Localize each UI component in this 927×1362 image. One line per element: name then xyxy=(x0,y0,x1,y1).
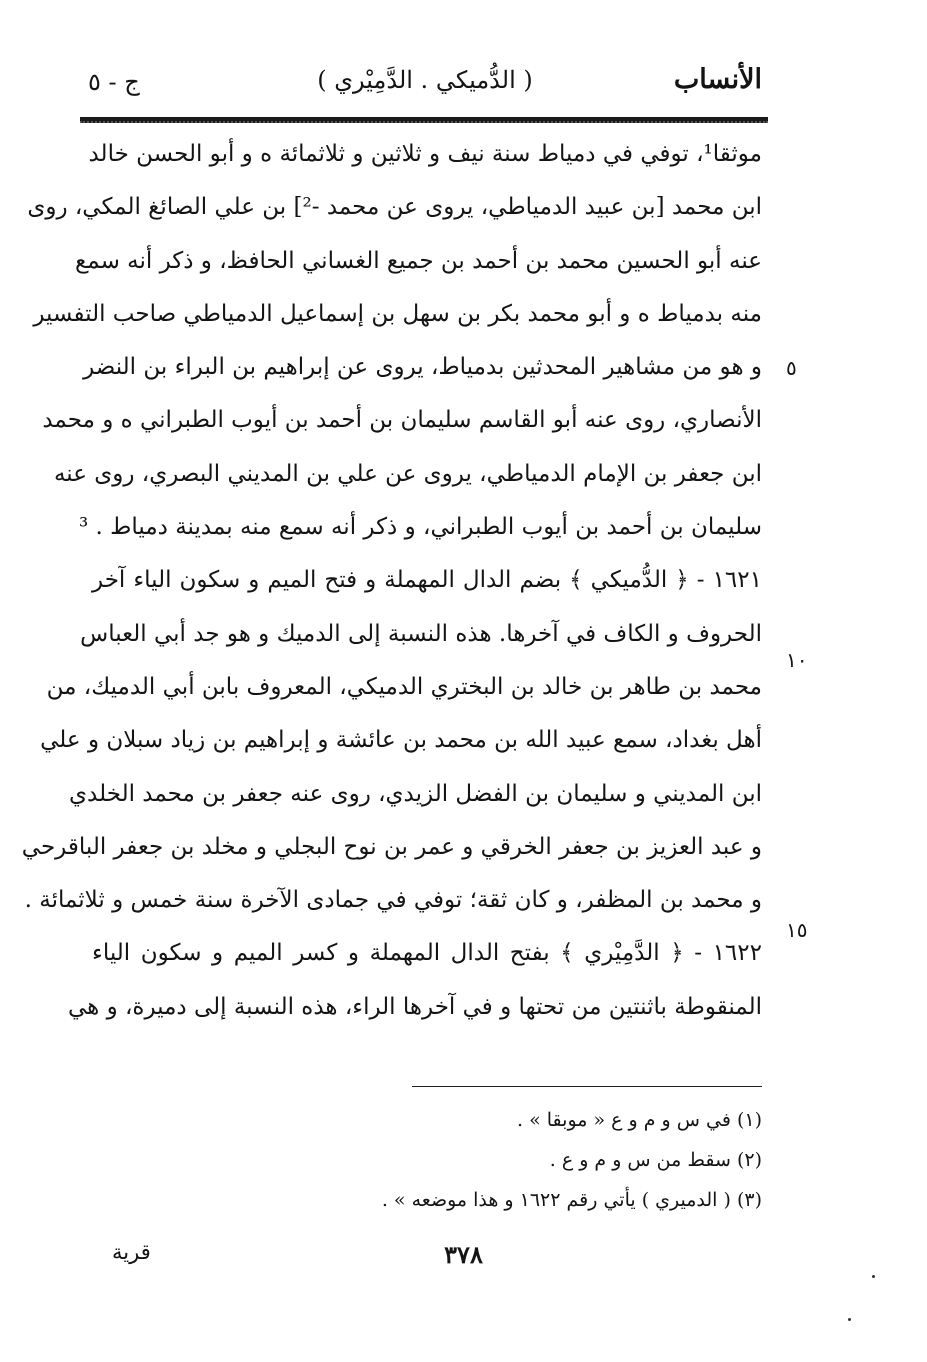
header-entries-range: ( الدُّميكي . الدَّمِيْري ) xyxy=(317,66,533,94)
text-line: أهل بغداد، سمع عبيد الله بن محمد بن عائشة و إبراهيم بن زياد سبلان و علي xyxy=(40,727,762,754)
text-line: الحروف و الكاف في آخرها. هذه النسبة إلى الدميك و هو جد أبي العباس xyxy=(80,620,762,647)
text-line: سليمان بن أحمد بن أيوب الطبراني، و ذكر أنه سمع منه بمدينة دمياط . ³ xyxy=(78,514,762,541)
text-line: ابن محمد [بن عبيد الدمياطي، يروى عن محمد -²] بن علي الصائغ المكي، روى xyxy=(27,194,762,221)
line-number-5: ٥ xyxy=(786,356,797,380)
main-text xyxy=(21,128,762,1034)
text-line: و عبد العزيز بن جعفر الخرقي و عمر بن نوح البجلي و مخلد بن جعفر الباقرحي xyxy=(21,833,762,860)
page-number: ٣٧٨ xyxy=(444,1240,483,1269)
scan-speck xyxy=(848,1318,851,1321)
text-line: منه بدمياط ه و أبو محمد بكر بن سهل بن إسماعيل الدمياطي صاحب التفسير xyxy=(33,300,762,327)
footnote-3: (٣) ( الدميري ) يأتي رقم ١٦٢٢ و هذا موضعه » . xyxy=(381,1189,762,1211)
text-line: ابن جعفر بن الإمام الدمياطي، يروى عن علي بن المديني البصري، روى عنه xyxy=(53,460,762,487)
scan-speck xyxy=(872,1275,875,1278)
header-volume: ج - ٥ xyxy=(88,68,140,96)
footnote-2: (٢) سقط من س و م و ع . xyxy=(549,1149,762,1171)
text-line: الأنصاري، روى عنه أبو القاسم سليمان بن أحمد بن أيوب الطبراني ه و محمد xyxy=(42,407,762,434)
footnote-1: (١) في س و م و ع « موبقا » . xyxy=(517,1109,762,1131)
footnote-rule xyxy=(412,1086,762,1087)
text-line: محمد بن طاهر بن خالد بن البختري الدميكي، المعروف بابن أبي الدميك، من xyxy=(46,673,762,700)
header-book-title: الأنساب xyxy=(673,64,762,95)
text-line: المنقوطة باثنتين من تحتها و في آخرها الراء، هذه النسبة إلى دميرة، و هي xyxy=(67,993,762,1020)
text-line: ابن المديني و سليمان بن الفضل الزيدي، روى عنه جعفر بن محمد الخلدي xyxy=(69,780,762,807)
line-number-15: ١٥ xyxy=(786,918,808,942)
text-line: موثقا¹، توفي في دمياط سنة نيف و ثلاثين و ثلاثمائة ه و أبو الحسن خالد xyxy=(88,141,762,167)
text-line: و محمد بن المظفر، و كان ثقة؛ توفي في جمادى الآخرة سنة خمس و ثلاثمائة . xyxy=(24,887,762,914)
footnotes xyxy=(300,1100,762,1220)
text-line: عنه أبو الحسين محمد بن أحمد بن جميع الغساني الحافظ، و ذكر أنه سمع xyxy=(75,247,762,274)
entry-1622-heading: ١٦٢٢ - ﴿ الدَّمِيْري ﴾ بفتح الدال المهملة و كسر الميم و سكون الياء xyxy=(92,940,762,967)
running-header xyxy=(88,62,762,102)
entry-1621-heading: ١٦٢١ - ﴿ الدُّميكي ﴾ بضم الدال المهملة و فتح الميم و سكون الياء آخر xyxy=(92,567,762,594)
signature-mark: قرية xyxy=(112,1240,151,1264)
line-number-10: ١٠ xyxy=(786,648,808,672)
text-line: و هو من مشاهير المحدثين بدمياط، يروى عن إبراهيم بن البراء بن النضر xyxy=(83,354,762,381)
header-rule xyxy=(80,117,768,123)
